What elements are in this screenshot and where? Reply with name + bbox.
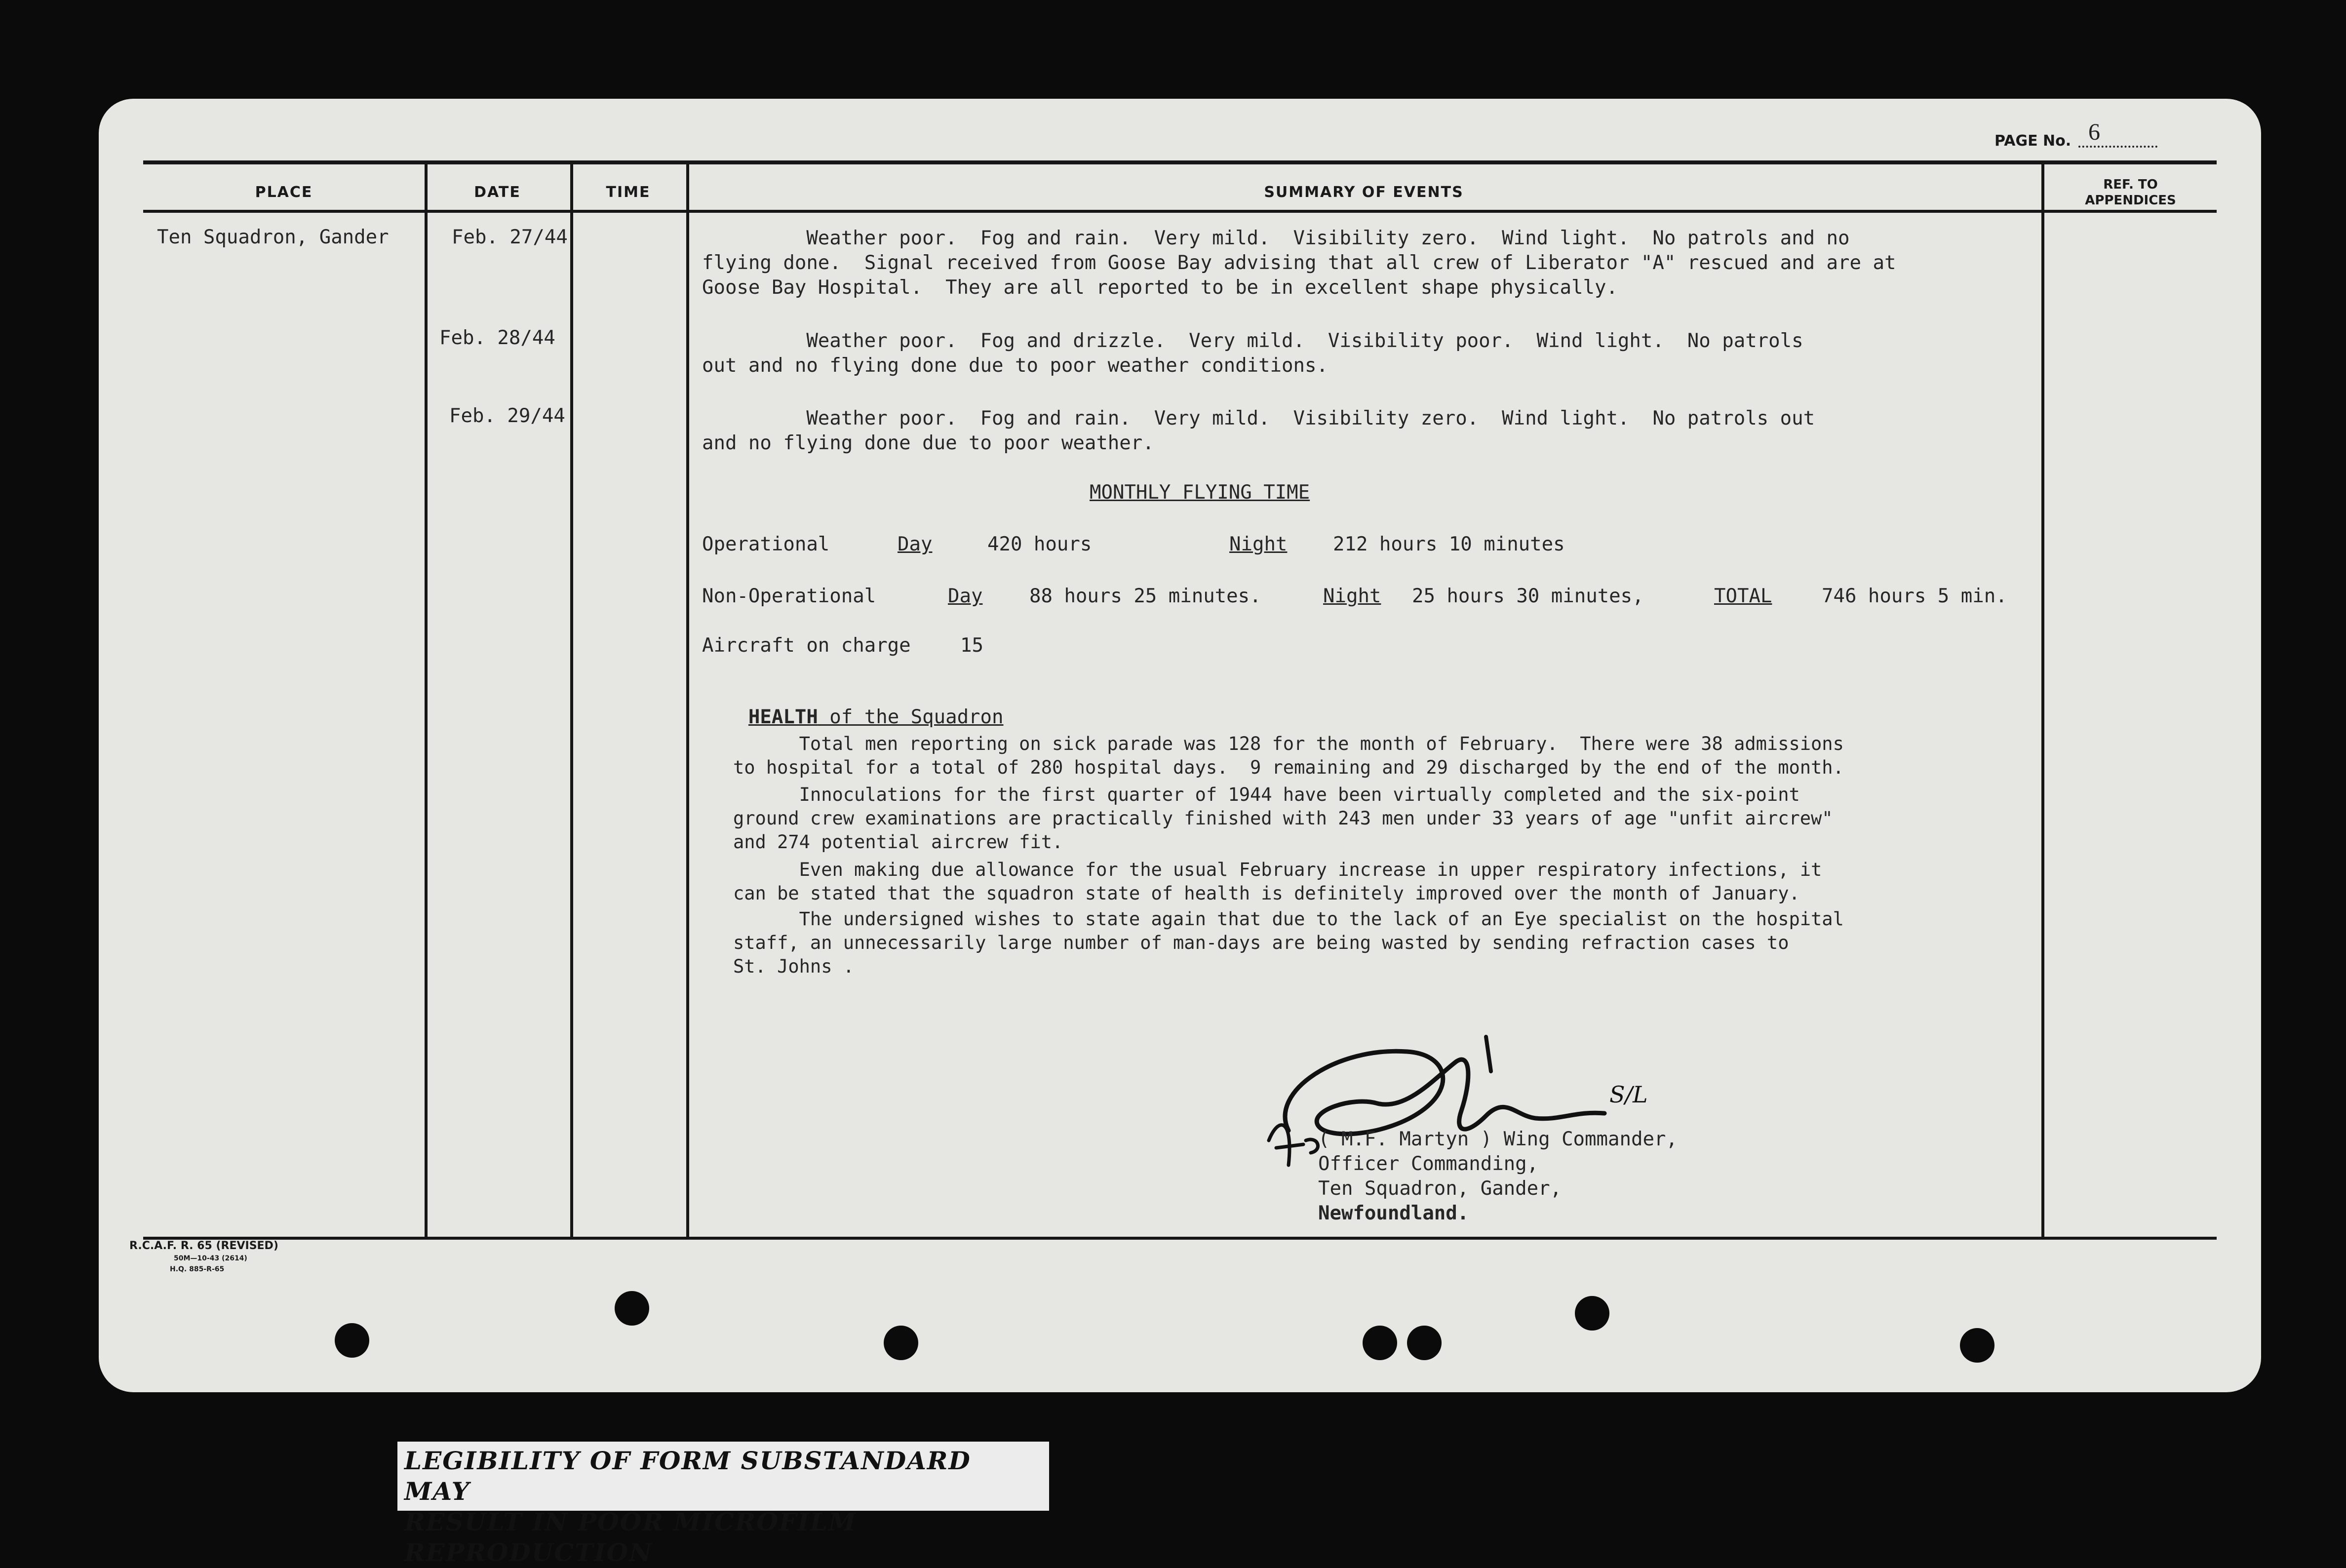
punch-hole [1407, 1326, 1442, 1360]
operational-day-value: 420 hours [987, 533, 1092, 555]
table-bottom-rule [143, 1237, 2217, 1240]
page-number-label: PAGE No. [1994, 132, 2072, 150]
entry-2-line-1: Weather poor. Fog and drizzle. Very mild. Visibility poor. Wind light. No patrols [702, 330, 1803, 352]
non-operational-day-value: 88 hours 25 minutes. [1029, 585, 1261, 607]
health-line-2: to hospital for a total of 280 hospital days. 9 remaining and 29 discharged by the end of the month. [733, 757, 1844, 778]
column-rule-summary [2041, 160, 2044, 1237]
header-date: DATE [474, 184, 521, 201]
punch-hole [1960, 1328, 1994, 1363]
punch-hole [335, 1323, 369, 1358]
diary-form-card [99, 99, 2261, 1392]
signature-line-4: Newfoundland. [1318, 1202, 1469, 1224]
operational-night-value: 212 hours 10 minutes [1333, 533, 1565, 555]
entry-2-line-2: out and no flying done due to poor weather conditions. [702, 354, 1328, 377]
header-ref-appendices [2044, 177, 2217, 208]
stamp-line-2: RESULT IN POOR MICROFILM REPRODUCTION [404, 1507, 857, 1567]
entry-1-line-2: flying done. Signal received from Goose Bay advising that all crew of Liberator "A" rescued and are at [702, 252, 1896, 274]
signature-line-1: ( M.F. Martyn ) Wing Commander, [1318, 1128, 1678, 1150]
entry-3-line-2: and no flying done due to poor weather. [702, 432, 1154, 454]
health-line-7: can be stated that the squadron state of health is definitely improved over the month of January. [733, 883, 1800, 904]
entry-1-line-3: Goose Bay Hospital. They are all reported to be in excellent shape physically. [702, 276, 1618, 299]
entry-1-line-1: Weather poor. Fog and rain. Very mild. Visibility zero. Wind light. No patrols and no [702, 227, 1850, 249]
health-title-rest: of the Squadron [818, 706, 1004, 728]
health-title-bold: HEALTH [748, 706, 818, 728]
monthly-flying-time-title: MONTHLY FLYING TIME [1090, 481, 1310, 504]
signature-line-3: Ten Squadron, Gander, [1318, 1177, 1562, 1200]
signature-line-2: Officer Commanding, [1318, 1153, 1539, 1175]
form-identifier [129, 1239, 278, 1275]
header-time: TIME [606, 184, 651, 201]
aircraft-on-charge-label: Aircraft on charge [702, 634, 911, 657]
header-summary: SUMMARY OF EVENTS [1264, 184, 1464, 201]
health-line-10: St. Johns . [733, 956, 855, 977]
total-value: 746 hours 5 min. [1822, 585, 2007, 607]
entry-date-3: Feb. 29/44 [449, 405, 565, 427]
punch-hole [615, 1291, 649, 1326]
punch-hole [884, 1326, 918, 1360]
health-line-5: and 274 potential aircrew fit. [733, 831, 1063, 853]
form-id-line-2: 50M—10-43 (2614) [174, 1254, 247, 1262]
table-top-rule [143, 160, 2217, 164]
form-id-line-1: R.C.A.F. R. 65 (REVISED) [129, 1240, 278, 1252]
page-number-value: 6 [2078, 118, 2157, 148]
microfilm-legibility-stamp [397, 1442, 1049, 1567]
health-line-3: Innoculations for the first quarter of 1944 have been virtually completed and the six-point [733, 784, 1800, 805]
operational-night-label: Night [1229, 533, 1288, 555]
entry-3-line-1: Weather poor. Fog and rain. Very mild. Visibility zero. Wind light. No patrols out [702, 407, 1815, 430]
health-line-1: Total men reporting on sick parade was 128 for the month of February. There were 38 admissions [733, 733, 1844, 754]
punch-hole [1575, 1296, 1609, 1331]
non-operational-label: Non-Operational [702, 585, 876, 607]
column-rule-place [425, 160, 428, 1237]
health-line-8: The undersigned wishes to state again that due to the lack of an Eye specialist on the hospital [733, 908, 1844, 930]
health-line-4: ground crew examinations are practically finished with 243 men under 33 years of age "unfit aircrew" [733, 808, 1833, 829]
total-label: TOTAL [1714, 585, 1772, 607]
health-line-6: Even making due allowance for the usual February increase in upper respiratory infections, it [733, 859, 1822, 880]
header-ref-line1: REF. TO [2103, 177, 2158, 192]
column-rule-date [570, 160, 573, 1237]
punch-hole [1363, 1326, 1397, 1360]
operational-label: Operational [702, 533, 830, 555]
health-line-9: staff, an unnecessarily large number of man-days are being wasted by sending refraction cases to [733, 932, 1789, 953]
non-operational-night-label: Night [1323, 585, 1381, 607]
entry-date-1: Feb. 27/44 [452, 226, 568, 248]
entry-date-2: Feb. 28/44 [439, 327, 555, 349]
aircraft-on-charge-value: 15 [960, 634, 983, 657]
form-id-line-3: H.Q. 885-R-65 [170, 1265, 225, 1273]
header-place: PLACE [255, 184, 313, 201]
non-operational-day-label: Day [948, 585, 983, 607]
header-ref-line2: APPENDICES [2085, 193, 2176, 208]
operational-day-label: Day [898, 533, 933, 555]
signature-sl-mark: S/L [1609, 1081, 1648, 1108]
non-operational-night-value: 25 hours 30 minutes, [1412, 585, 1644, 607]
place-text: Ten Squadron, Gander [157, 226, 389, 248]
column-rule-time [686, 160, 689, 1237]
stamp-line-1: LEGIBILITY OF FORM SUBSTANDARD MAY [404, 1446, 971, 1506]
header-bottom-rule [143, 210, 2217, 213]
